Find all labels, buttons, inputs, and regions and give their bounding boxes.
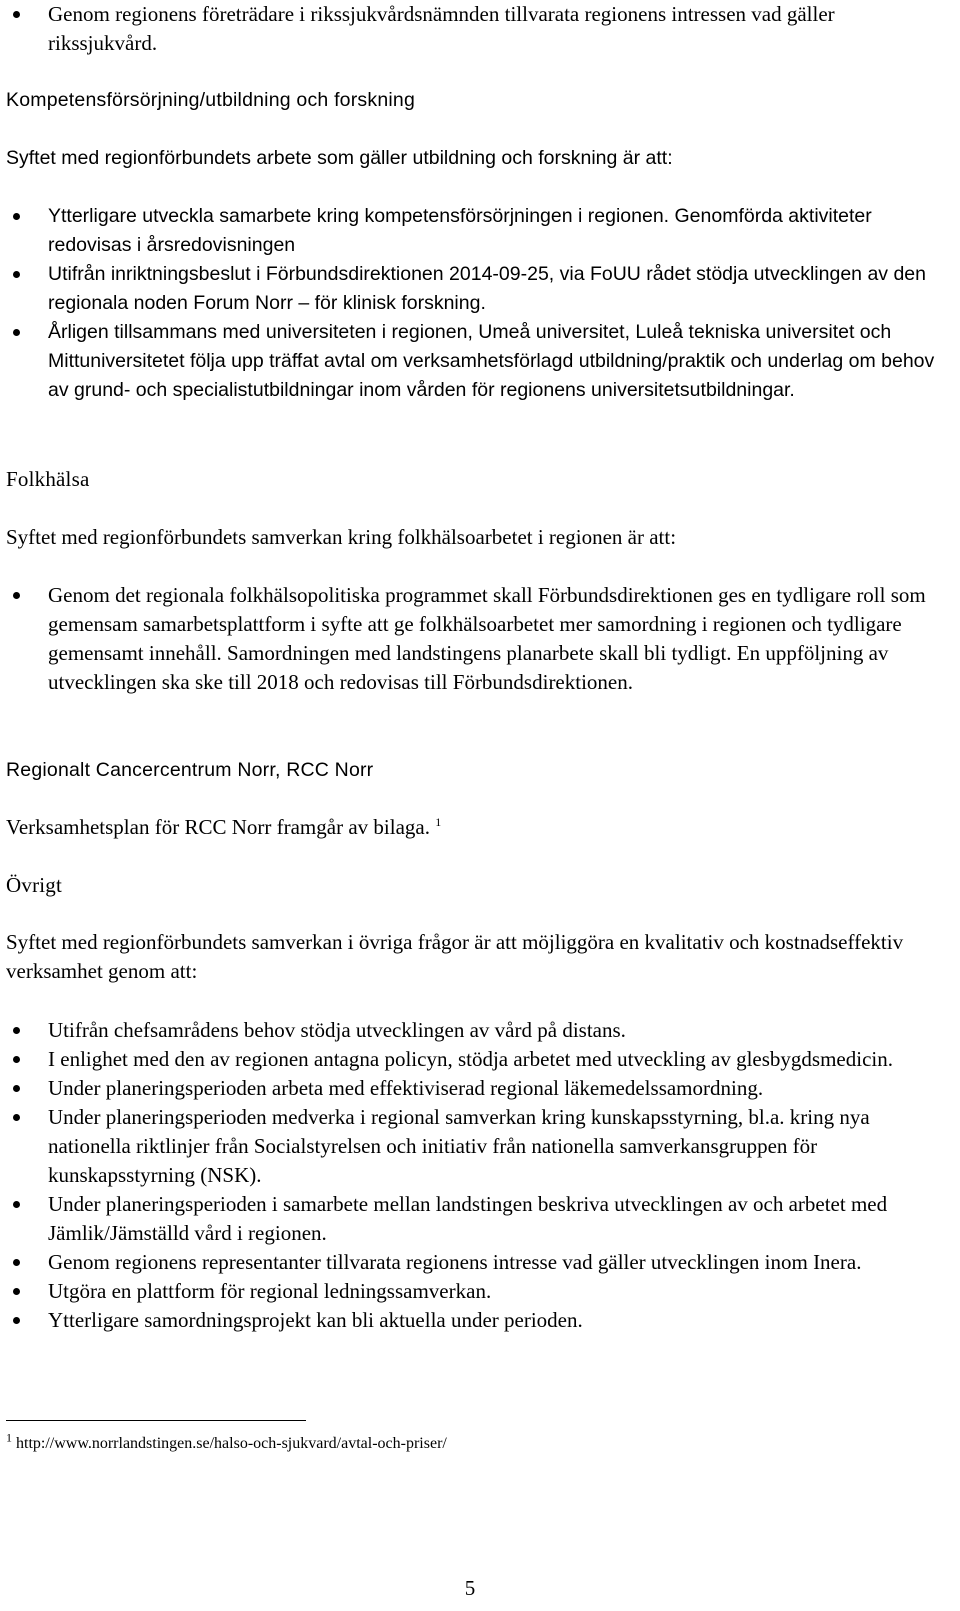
kompetens-intro: Syftet med regionförbundets arbete som gäller utbildning och forskning är att:: [6, 147, 673, 169]
list-item: Utgöra en plattform för regional ledningssamverkan.: [6, 1277, 936, 1306]
footnote: [6, 1430, 447, 1455]
list-item: Genom det regionala folkhälsopolitiska programmet skall Förbundsdirektionen ges en tydligare roll som gemensam samarbetsplattform i syfte att ge folkhälsoarbetet mer samordning i regionen och tydligare gemensamt innehåll. Samordningen med landstingens planarbete skall bli tydligt. En uppföljning av utvecklingen ska ske till 2018 och redovisas till Förbundsdirektionen.: [6, 581, 936, 697]
folkhalsa-bullet-list: [6, 581, 936, 697]
footnote-link[interactable]: http://www.norrlandstingen.se/halso-och-sjukvard/avtal-och-priser/: [16, 1435, 447, 1452]
kompetens-bullet-list: [6, 202, 936, 405]
top-bullet-list-block: [6, 0, 936, 58]
page-number: 5: [464, 1576, 476, 1600]
list-item: Genom regionens företrädare i rikssjukvårdsnämnden tillvarata regionens intressen vad gäller rikssjukvård.: [6, 0, 936, 58]
list-item: Utifrån chefsamrådens behov stödja utvecklingen av vård på distans.: [6, 1016, 936, 1045]
top-bullet-list: [6, 0, 936, 58]
rcc-text: [6, 813, 936, 842]
folkhalsa-heading: Folkhälsa: [6, 467, 90, 491]
rcc-heading: Regionalt Cancercentrum Norr, RCC Norr: [6, 759, 374, 781]
list-item: Under planeringsperioden medverka i regional samverkan kring kunskapsstyrning, bl.a. kring nya nationella riktlinjer från Socialstyrelsen och initiativ från nationella samverkansgruppen för kunskapsstyrning (NSK).: [6, 1103, 936, 1190]
footnote-reference: 1: [435, 815, 442, 829]
folkhalsa-intro: Syftet med regionförbundets samverkan kring folkhälsoarbetet i regionen är att:: [6, 525, 677, 549]
folkhalsa-list-block: [6, 581, 936, 697]
ovrigt-list-block: [6, 1016, 936, 1335]
list-item: Ytterligare utveckla samarbete kring kompetensförsörjningen i regionen. Genomförda aktiviteter redovisas i årsredovisningen: [6, 202, 936, 260]
footnote-number: 1: [6, 1430, 12, 1445]
list-item: Under planeringsperioden i samarbete mellan landstingen beskriva utvecklingen av och arbetet med Jämlik/Jämställd vård i regionen.: [6, 1190, 936, 1248]
list-item: I enlighet med den av regionen antagna policyn, stödja arbetet med utveckling av glesbygdsmedicin.: [6, 1045, 936, 1074]
kompetens-list-block: [6, 202, 936, 405]
rcc-text-body: Verksamhetsplan för RCC Norr framgår av bilaga.: [6, 815, 430, 839]
ovrigt-intro: Syftet med regionförbundets samverkan i övriga frågor är att möjliggöra en kvalitativ och kostnadseffektiv verksamhet genom att:: [6, 930, 904, 983]
kompetens-heading: Kompetensförsörjning/utbildning och forskning: [6, 89, 415, 111]
list-item: Under planeringsperioden arbeta med effektiviserad regional läkemedelssamordning.: [6, 1074, 936, 1103]
ovrigt-bullet-list: [6, 1016, 936, 1335]
list-item: Genom regionens representanter tillvarata regionens intresse vad gäller utvecklingen inom Inera.: [6, 1248, 936, 1277]
footnote-divider: [6, 1420, 306, 1421]
list-item: Utifrån inriktningsbeslut i Förbundsdirektionen 2014-09-25, via FoUU rådet stödja utvecklingen av den regionala noden Forum Norr – för klinisk forskning.: [6, 260, 936, 318]
list-item: Ytterligare samordningsprojekt kan bli aktuella under perioden.: [6, 1306, 936, 1335]
list-item: Årligen tillsammans med universiteten i regionen, Umeå universitet, Luleå tekniska universitet och Mittuniversitetet följa upp träffat avtal om verksamhetsförlagd utbildning/praktik och underlag om behov av grund- och specialistutbildningar inom vården för regionens universitetsutbildningar.: [6, 318, 936, 405]
ovrigt-heading: Övrigt: [6, 873, 63, 897]
